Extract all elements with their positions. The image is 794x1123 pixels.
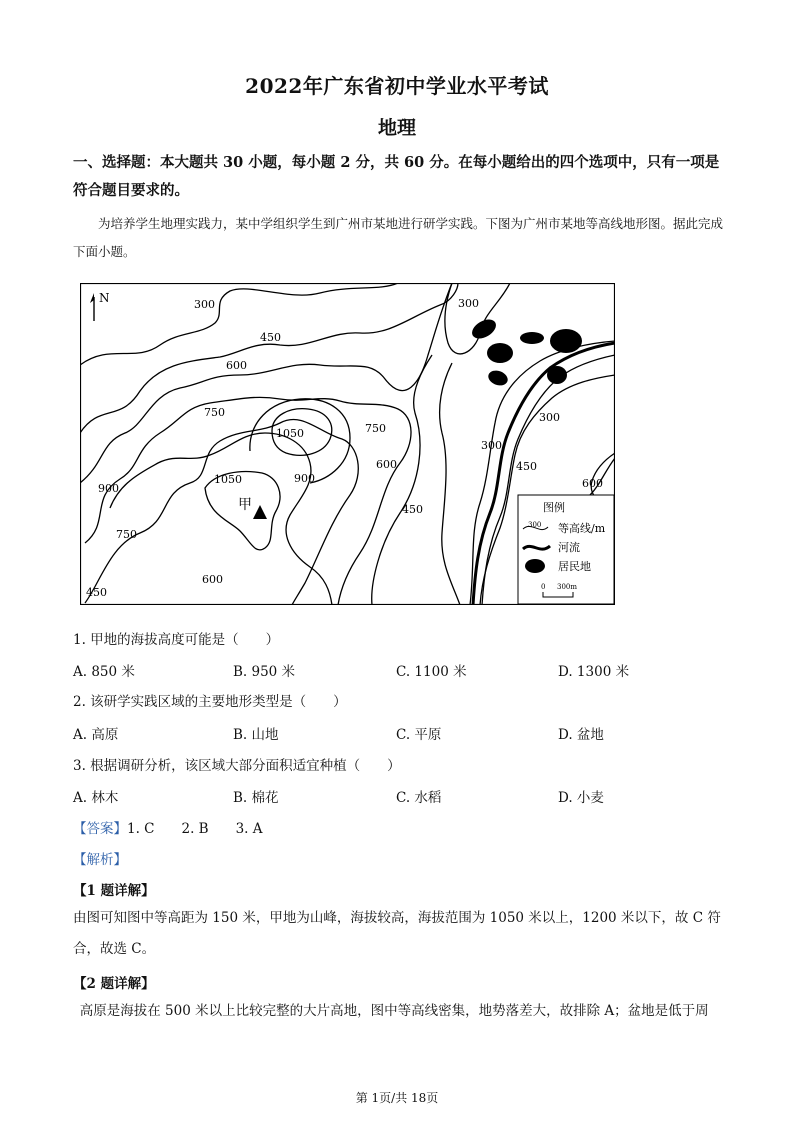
intro-paragraph: 为培养学生地理实践力，某中学组织学生到广州市某地进行研学实践。下图为广州市某地等高线地形图。据此完成下面小题。 xyxy=(73,216,724,259)
map-legend xyxy=(518,495,614,604)
detail-1-text: 由图可知图中等高距为 150 米，甲地为山峰，海拔较高，海拔范围为 1050 米以上，1200 米以下，故 C 符合，故选 C。 xyxy=(73,910,721,957)
svg-text:300: 300 xyxy=(481,439,502,452)
svg-text:600: 600 xyxy=(226,359,247,372)
detail-2-text: 高原是海拔在 500 米以上比较完整的大片高地，图中等高线密集，地势落差大，故排除 A；盆地是低于周 xyxy=(79,1003,709,1019)
page-footer: 第 1页/共 18页 xyxy=(355,1091,439,1105)
svg-text:750: 750 xyxy=(204,406,225,419)
question-1-option-d[interactable]: D. 1300 米 xyxy=(558,664,630,680)
svg-text:450: 450 xyxy=(260,331,281,344)
answer-line xyxy=(73,817,263,837)
question-3-option-a[interactable]: A. 林木 xyxy=(73,790,119,806)
svg-text:1050: 1050 xyxy=(276,427,304,440)
answer-text: 1. C 2. B 3. A xyxy=(127,821,263,837)
point-jia-label: 甲 xyxy=(238,497,252,513)
page-title: 2022年广东省初中学业水平考试 xyxy=(245,74,549,98)
svg-text:0: 0 xyxy=(541,583,546,591)
question-2-option-c[interactable]: C. 平原 xyxy=(396,727,442,743)
question-1-option-c[interactable]: C. 1100 米 xyxy=(396,664,467,680)
question-2-option-a[interactable]: A. 高原 xyxy=(73,727,119,743)
svg-text:300: 300 xyxy=(539,411,560,424)
question-2-stem: 2. 该研学实践区域的主要地形类型是（ ） xyxy=(73,694,347,710)
svg-text:450: 450 xyxy=(86,586,107,599)
svg-text:300: 300 xyxy=(528,521,542,529)
svg-text:450: 450 xyxy=(516,460,537,473)
detail-2-label: 【2 题详解】 xyxy=(73,976,155,992)
svg-text:450: 450 xyxy=(402,503,423,516)
question-1-stem: 1. 甲地的海拔高度可能是（ ） xyxy=(73,632,280,648)
svg-text:600: 600 xyxy=(582,477,603,490)
answer-label: 【答案】 xyxy=(73,821,127,837)
svg-text:300: 300 xyxy=(458,297,479,310)
question-2-option-d[interactable]: D. 盆地 xyxy=(558,727,604,743)
question-1-option-b[interactable]: B. 950 米 xyxy=(233,664,296,680)
question-3-stem: 3. 根据调研分析，该区域大部分面积适宜种植（ ） xyxy=(73,758,401,774)
detail-1-label: 【1 题详解】 xyxy=(73,883,155,899)
question-1-option-a[interactable]: A. 850 米 xyxy=(73,664,135,680)
analysis-label: 【解析】 xyxy=(73,852,127,868)
svg-text:N: N xyxy=(99,291,110,305)
svg-text:图例: 图例 xyxy=(543,501,565,514)
svg-text:300m: 300m xyxy=(557,583,577,591)
svg-text:300: 300 xyxy=(194,298,215,311)
question-2-option-b[interactable]: B. 山地 xyxy=(233,727,279,743)
svg-text:600: 600 xyxy=(202,573,223,586)
contour-map xyxy=(80,283,615,605)
svg-text:600: 600 xyxy=(376,458,397,471)
svg-text:河流: 河流 xyxy=(558,541,580,554)
svg-text:750: 750 xyxy=(116,528,137,541)
section-instructions: 一、选择题：本大题共 30 小题，每小题 2 分，共 60 分。在每小题给出的四个选项中，只有一项是符合题目要求的。 xyxy=(73,154,720,199)
question-3-option-d[interactable]: D. 小麦 xyxy=(558,790,604,806)
svg-text:居民地: 居民地 xyxy=(558,560,591,573)
question-3-option-b[interactable]: B. 棉花 xyxy=(233,790,279,806)
question-3-option-c[interactable]: C. 水稻 xyxy=(396,790,442,806)
svg-text:900: 900 xyxy=(294,472,315,485)
svg-text:1050: 1050 xyxy=(214,473,242,486)
page-subtitle: 地理 xyxy=(377,117,416,139)
svg-text:等高线/m: 等高线/m xyxy=(558,522,606,535)
svg-text:900: 900 xyxy=(98,482,119,495)
svg-text:750: 750 xyxy=(365,422,386,435)
